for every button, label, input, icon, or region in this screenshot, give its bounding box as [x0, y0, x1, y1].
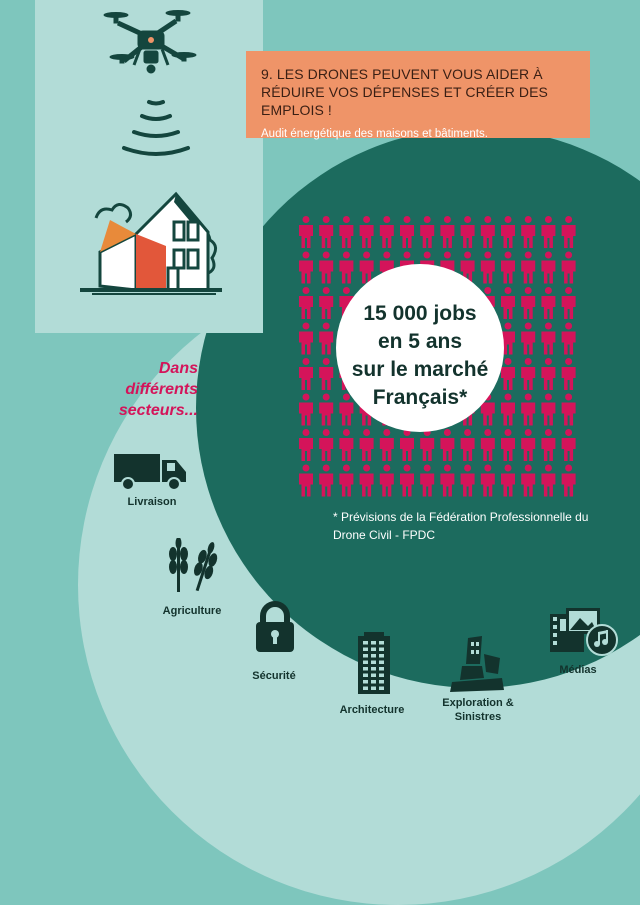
- person-icon: [299, 287, 313, 319]
- person-icon: [562, 394, 576, 426]
- person-icon: [380, 465, 394, 497]
- person-icon: [501, 216, 515, 248]
- person-icon: [562, 216, 576, 248]
- person-icon: [299, 465, 313, 497]
- person-icon: [481, 252, 495, 284]
- person-icon: [360, 429, 374, 461]
- person-icon: [501, 465, 515, 497]
- person-icon: [521, 216, 535, 248]
- person-icon: [521, 323, 535, 355]
- person-icon: [319, 429, 333, 461]
- header-box: [246, 51, 590, 138]
- person-icon: [299, 216, 313, 248]
- person-icon: [521, 287, 535, 319]
- person-icon: [541, 323, 555, 355]
- person-icon: [521, 394, 535, 426]
- person-icon: [319, 323, 333, 355]
- person-icon: [299, 323, 313, 355]
- person-icon: [319, 358, 333, 390]
- person-icon: [319, 465, 333, 497]
- person-icon: [541, 287, 555, 319]
- house-thermal-icon: [76, 190, 226, 298]
- person-icon: [521, 465, 535, 497]
- sector-label-agriculture: Agriculture: [162, 605, 222, 617]
- person-icon: [562, 287, 576, 319]
- person-icon: [521, 358, 535, 390]
- person-icon: [440, 429, 454, 461]
- header-subtitle: Audit énergétique des maisons et bâtiments.: [261, 128, 488, 140]
- person-icon: [299, 429, 313, 461]
- header-title: 9. LES DRONES PEUVENT VOUS AIDER À RÉDUIRE VOS DÉPENSES ET CRÉER DES EMPLOIS !: [261, 66, 548, 118]
- person-icon: [562, 323, 576, 355]
- person-icon: [420, 216, 434, 248]
- person-icon: [299, 358, 313, 390]
- person-icon: [541, 465, 555, 497]
- person-icon: [319, 216, 333, 248]
- person-icon: [541, 429, 555, 461]
- media-icon: [548, 608, 620, 656]
- person-icon: [360, 216, 374, 248]
- person-icon: [400, 429, 414, 461]
- person-icon: [339, 252, 353, 284]
- person-icon: [501, 429, 515, 461]
- person-icon: [400, 216, 414, 248]
- person-icon: [319, 252, 333, 284]
- collapsed-building-icon: [448, 634, 506, 692]
- jobs-line-1: 15 000 jobs: [363, 302, 477, 325]
- person-icon: [541, 216, 555, 248]
- person-icon: [481, 465, 495, 497]
- drone-icon: [100, 5, 200, 85]
- person-icon: [501, 252, 515, 284]
- person-icon: [461, 429, 475, 461]
- person-icon: [521, 252, 535, 284]
- wheat-icon: [163, 538, 223, 594]
- person-icon: [420, 429, 434, 461]
- building-icon: [356, 632, 392, 694]
- person-icon: [521, 429, 535, 461]
- sector-label-medias: Médias: [559, 664, 597, 676]
- jobs-line-2: en 5 ans: [377, 330, 463, 353]
- signal-waves-icon: [118, 92, 194, 164]
- person-icon: [380, 216, 394, 248]
- sectors-title: Dans différents secteurs...: [118, 360, 198, 419]
- person-icon: [339, 465, 353, 497]
- sector-label-securite: Sécurité: [252, 670, 296, 682]
- person-icon: [481, 429, 495, 461]
- footnote: * Prévisions de la Fédération Professionnelle du Drone Civil - FPDC: [333, 510, 589, 542]
- person-icon: [461, 465, 475, 497]
- person-icon: [481, 216, 495, 248]
- person-icon: [461, 216, 475, 248]
- sector-label-livraison: Livraison: [127, 496, 177, 508]
- person-icon: [562, 429, 576, 461]
- person-icon: [339, 216, 353, 248]
- person-icon: [440, 465, 454, 497]
- person-icon: [319, 394, 333, 426]
- person-icon: [562, 252, 576, 284]
- jobs-line-3: sur le marché: [351, 358, 489, 381]
- person-icon: [360, 465, 374, 497]
- person-icon: [440, 216, 454, 248]
- person-icon: [562, 465, 576, 497]
- padlock-icon: [254, 600, 296, 654]
- sector-label-architecture: Architecture: [339, 704, 405, 716]
- person-icon: [562, 358, 576, 390]
- person-icon: [541, 394, 555, 426]
- person-icon: [541, 358, 555, 390]
- person-icon: [299, 252, 313, 284]
- jobs-text: [336, 300, 504, 412]
- jobs-line-4: Français*: [372, 386, 468, 409]
- person-icon: [339, 429, 353, 461]
- person-icon: [299, 394, 313, 426]
- person-icon: [319, 287, 333, 319]
- person-icon: [380, 429, 394, 461]
- person-icon: [420, 465, 434, 497]
- person-icon: [400, 465, 414, 497]
- person-icon: [541, 252, 555, 284]
- sector-label-exploration: Exploration & Sinistres: [442, 697, 514, 723]
- truck-icon: [112, 450, 188, 492]
